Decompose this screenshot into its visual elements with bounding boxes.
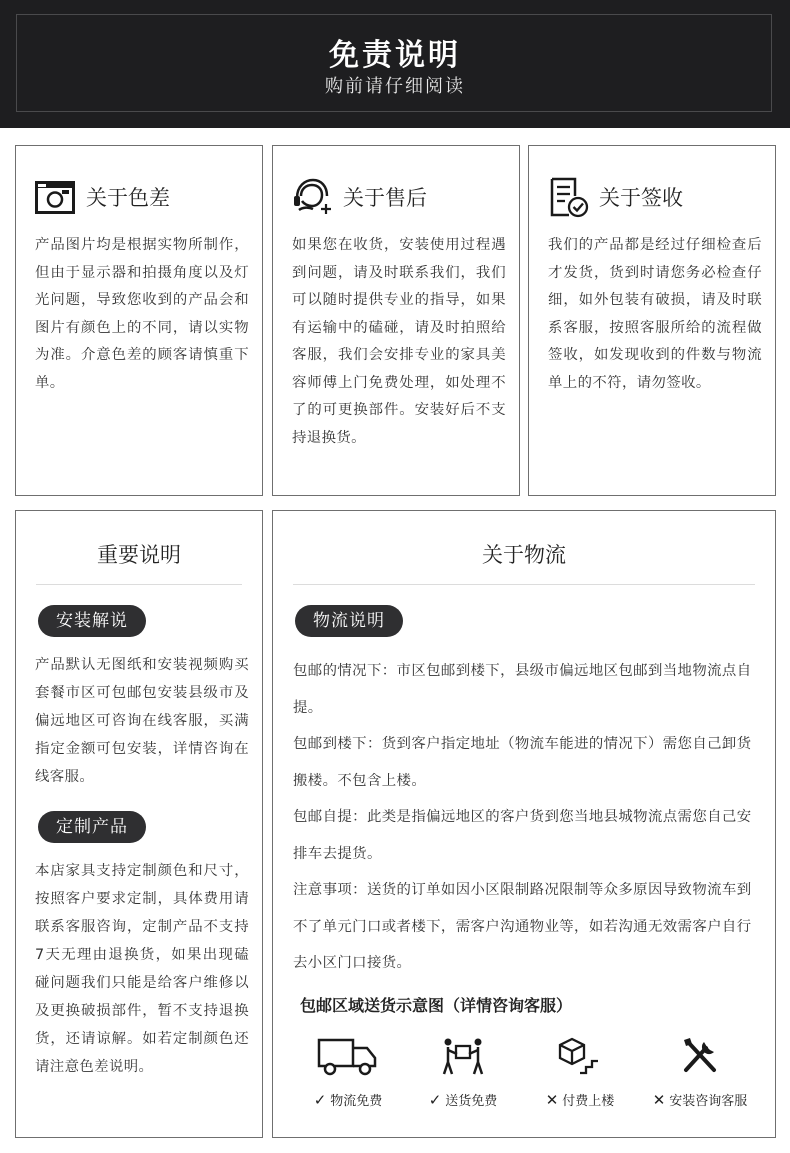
list-item: 包邮自提：此类是指偏远地区的客户货到您当地县城物流点需您自己安排车去提货。 xyxy=(293,809,752,862)
delivery-people-icon xyxy=(408,1036,518,1076)
customer-service-icon xyxy=(291,176,333,218)
card-header xyxy=(291,176,427,218)
card-header xyxy=(547,176,683,218)
list-item: 包邮到楼下：货到客户指定地址（物流车能进的情况下）需您自己卸货搬楼。不包含上楼。 xyxy=(293,736,752,789)
important-notes-card xyxy=(15,510,263,1138)
custom-text: 本店家具支持定制颜色和尺寸，按照客户要求定制，具体费用请联系客服咨询，定制产品不支持7天无理由退换货，如果出现磕碰问题我们只能是给客户维修以及更换破损部件，暂不支持退换货，还请谅解。如若定制颜色还请注意色差说明。 xyxy=(35,863,249,1075)
card-title: 关于色差 xyxy=(86,186,170,210)
after-sales-card xyxy=(272,145,520,496)
header-banner xyxy=(0,0,790,128)
color-difference-card xyxy=(15,145,263,496)
box-stairs-icon xyxy=(525,1036,635,1076)
divider xyxy=(36,584,242,585)
sign-document-icon xyxy=(547,176,589,218)
card-title: 关于签收 xyxy=(599,186,683,210)
page-title: 免责说明 xyxy=(329,38,461,73)
card-header xyxy=(34,176,170,218)
page-subtitle: 购前请仔细阅读 xyxy=(325,76,465,97)
custom-pill: 定制产品 xyxy=(38,811,146,843)
service-icons xyxy=(293,1036,763,1126)
install-pill: 安装解说 xyxy=(38,605,146,637)
service-label: ✓ 送货免费 xyxy=(428,1091,498,1109)
logistics-card xyxy=(272,510,776,1138)
logistics-pill: 物流说明 xyxy=(295,605,403,637)
tools-icon xyxy=(645,1036,755,1076)
service-item xyxy=(293,1036,403,1109)
service-item xyxy=(408,1036,518,1109)
service-label: ✓ 物流免费 xyxy=(313,1091,383,1109)
service-label: ✕ 安装咨询客服 xyxy=(652,1091,748,1109)
service-label: ✕ 付费上楼 xyxy=(545,1091,615,1109)
truck-icon xyxy=(293,1036,403,1076)
delivery-map-title: 包邮区域送货示意图（详情咨询客服） xyxy=(300,996,573,1015)
section-title: 重要说明 xyxy=(97,543,181,567)
sign-for-card xyxy=(528,145,776,496)
card-title: 关于售后 xyxy=(343,186,427,210)
card-body-text: 如果您在收货，安装使用过程遇到问题，请及时联系我们，我们可以随时提供专业的指导，如果有运输中的磕碰，请及时拍照给客服，我们会安排专业的家具美容师傅上门免费处理，如处理不了的可更换部件。安装好后不支持退换货。 xyxy=(292,237,506,446)
service-item xyxy=(645,1036,755,1109)
camera-icon xyxy=(34,178,76,216)
divider xyxy=(293,584,755,585)
card-body-text: 我们的产品都是经过仔细检查后才发货，货到时请您务必检查仔细，如外包装有破损，请及时联系客服，按照客服所给的流程做签收，如发现收到的件数与物流单上的不符，请勿签收。 xyxy=(548,237,762,391)
logistics-list xyxy=(293,653,761,982)
service-item xyxy=(525,1036,635,1109)
list-item: 包邮的情况下：市区包邮到楼下，县级市偏远地区包邮到当地物流点自提。 xyxy=(293,663,752,716)
list-item: 注意事项：送货的订单如因小区限制路况限制等众多原因导致物流车到不了单元门口或者楼下，需客户沟通物业等，如若沟通无效需客户自行去小区门口接货。 xyxy=(293,882,752,971)
card-body-text: 产品图片均是根据实物所制作，但由于显示器和拍摄角度以及灯光问题，导致您收到的产品会和图片有颜色上的不同，请以实物为准。介意色差的顾客请慎重下单。 xyxy=(35,237,249,391)
section-title: 关于物流 xyxy=(482,543,566,567)
install-text: 产品默认无图纸和安装视频购买套餐市区可包邮包安装县级市及偏远地区可咨询在线客服，买满指定金额可包安装，详情咨询在线客服。 xyxy=(35,657,249,785)
